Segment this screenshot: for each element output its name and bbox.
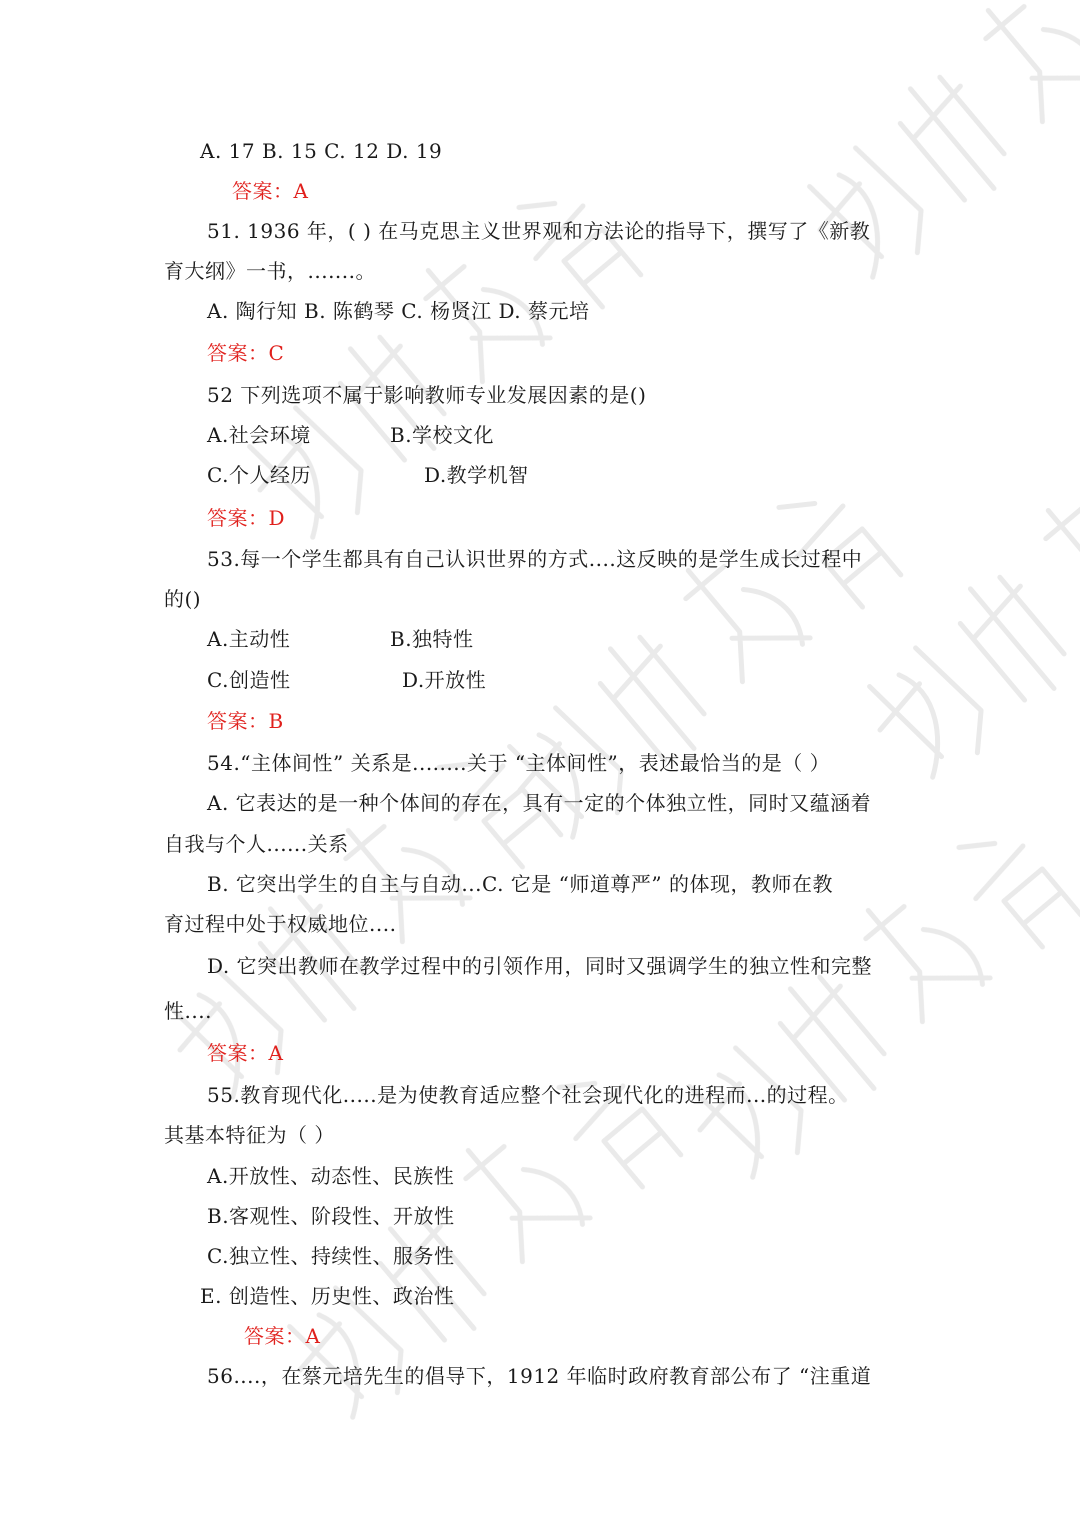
- q52-option-c: C.个人经历: [207, 463, 311, 487]
- q55-option-e: E. 创造性、历史性、政治性: [200, 1284, 455, 1308]
- q56-stem-line1: 56....，在蔡元培先生的倡导下，1912 年临时政府教育部公布了 “注重道: [207, 1364, 872, 1388]
- q52-option-a: A.社会环境: [207, 423, 311, 447]
- q53-stem-line1: 53.每一个学生都具有自己认识世界的方式....这反映的是学生成长过程中: [207, 547, 863, 571]
- q55-stem-line1: 55.教育现代化.....是为使教育适应整个社会现代化的进程而...的过程。: [207, 1083, 849, 1107]
- q54-stem: 54.“主体间性” 关系是........关于 “主体间性”，表述最恰当的是（ ）: [207, 751, 831, 775]
- q52-stem: 52 下列选项不属于影响教师专业发展因素的是(): [207, 383, 647, 407]
- q51-answer: 答案：C: [207, 341, 285, 365]
- q54-option-a-line1: A. 它表达的是一种个体间的存在，具有一定的个体独立性，同时又蕴涵着: [207, 791, 872, 815]
- q50-answer: 答案：A: [232, 179, 309, 203]
- q54-option-d-line1: D. 它突出教师在教学过程中的引领作用，同时又强调学生的独立性和完整: [207, 954, 873, 978]
- q53-answer: 答案：B: [207, 709, 284, 733]
- q52-option-b: B.学校文化: [390, 423, 495, 447]
- q52-option-d: D.教学机智: [424, 463, 529, 487]
- q54-option-a-line2: 自我与个人......关系: [164, 832, 349, 856]
- q51-stem-line1: 51. 1936 年，( ) 在马克思主义世界观和方法论的指导下，撰写了《新教: [207, 219, 871, 243]
- q51-stem-line2: 育大纲》一书，.......。: [164, 259, 377, 283]
- q55-option-a: A.开放性、动态性、民族性: [207, 1164, 455, 1188]
- q55-option-b: B.客观性、阶段性、开放性: [207, 1204, 455, 1228]
- q54-option-bc-line2: 育过程中处于权威地位....: [164, 912, 397, 936]
- q55-answer: 答案：A: [244, 1324, 321, 1348]
- q55-option-c: C.独立性、持续性、服务性: [207, 1244, 455, 1268]
- q53-stem-line2: 的(): [164, 587, 202, 611]
- q53-option-b: B.独特性: [390, 627, 474, 651]
- q53-option-c: C.创造性: [207, 668, 291, 692]
- q54-option-d-line2: 性....: [164, 999, 212, 1023]
- q54-answer: 答案：A: [207, 1041, 284, 1065]
- q53-option-d: D.开放性: [402, 668, 487, 692]
- q54-option-bc-line1: B. 它突出学生的自主与自动...C. 它是 “师道尊严” 的体现，教师在教: [207, 872, 833, 896]
- q53-option-a: A.主动性: [207, 627, 291, 651]
- q50-options: A. 17 B. 15 C. 12 D. 19: [200, 139, 443, 163]
- q55-stem-line2: 其基本特征为（ ）: [164, 1123, 335, 1147]
- q51-options: A. 陶行知 B. 陈鹤琴 C. 杨贤江 D. 蔡元培: [207, 299, 590, 323]
- q52-answer: 答案：D: [207, 506, 286, 530]
